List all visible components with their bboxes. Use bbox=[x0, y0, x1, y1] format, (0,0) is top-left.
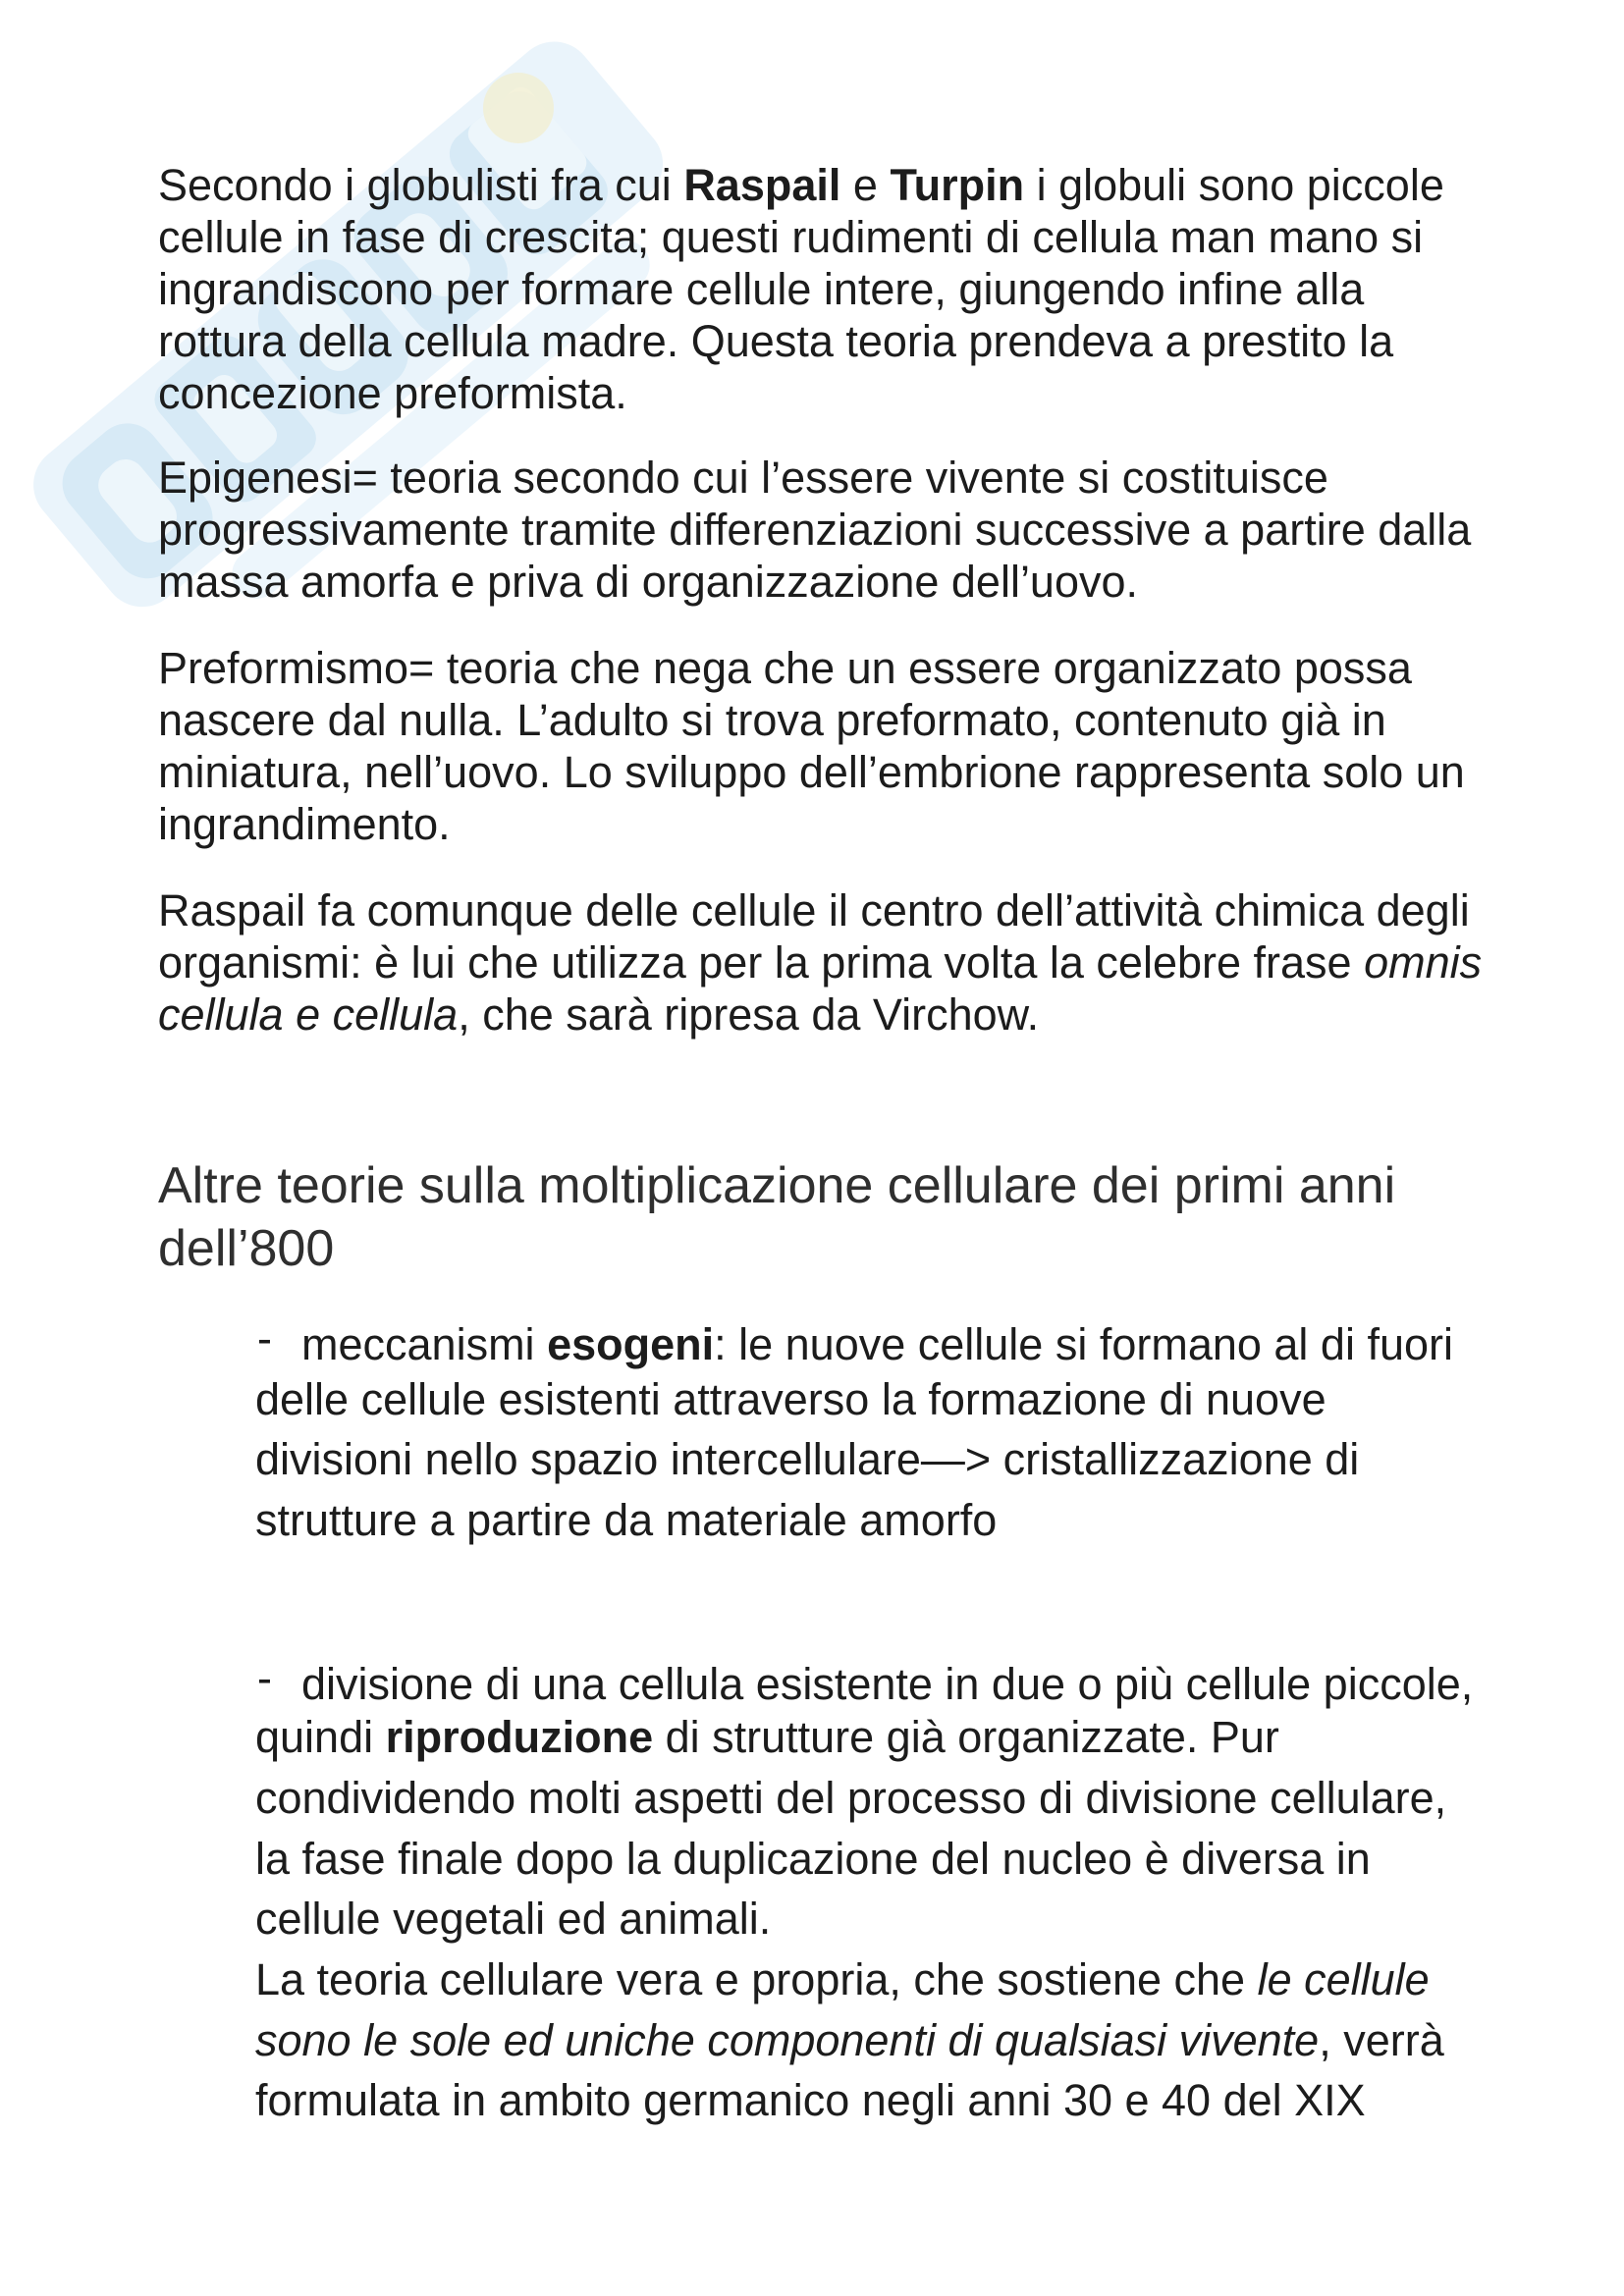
globulisti-line-3: ingrandiscono per formare cellule intere, giungendo infine alla bbox=[158, 264, 1365, 314]
raspail-line-1: Raspail fa comunque delle cellule il centro dell’attività chimica degli bbox=[158, 885, 1470, 935]
bold-term-esogeni: esogeni bbox=[547, 1319, 715, 1369]
text-run: : le nuove cellule si formano al di fuori bbox=[714, 1319, 1454, 1369]
list-1-line-4: strutture a partire da materiale amorfo bbox=[255, 1495, 998, 1545]
list-1-line-2: delle cellule esistenti attraverso la formazione di nuove bbox=[255, 1374, 1326, 1424]
list-2-line-5: cellule vegetali ed animali. bbox=[255, 1894, 772, 1944]
list-2-line-4: la fase finale dopo la duplicazione del nucleo è diversa in bbox=[255, 1834, 1371, 1884]
globulisti-line-5: concezione preformista. bbox=[158, 368, 627, 418]
list-bullet: - bbox=[257, 1653, 272, 1703]
preformismo-line-2: nascere dal nulla. L’adulto si trova preformato, contenuto già in bbox=[158, 695, 1386, 745]
globulisti-line-4: rottura della cellula madre. Questa teoria prendeva a prestito la bbox=[158, 316, 1394, 366]
raspail-line-2 bbox=[158, 936, 1482, 988]
bold-term-raspail: Raspail bbox=[683, 160, 841, 210]
preformismo-line-1: Preformismo= teoria che nega che un essere organizzato possa bbox=[158, 643, 1412, 693]
text-run: La teoria cellulare vera e propria, che sostiene che bbox=[255, 1954, 1258, 2004]
list-bullet: - bbox=[257, 1313, 272, 1363]
text-run: , verrà bbox=[1319, 2015, 1444, 2065]
list-2-line-8: formulata in ambito germanico negli anni 30 e 40 del XIX bbox=[255, 2075, 1366, 2125]
preformismo-line-4: ingrandimento. bbox=[158, 799, 451, 849]
epigenesi-line-3: massa amorfa e priva di organizzazione dell’uovo. bbox=[158, 557, 1139, 607]
heading-line-2: dell’800 bbox=[158, 1220, 335, 1277]
globulisti-line-1 bbox=[158, 159, 1444, 211]
list-2-line-3: condividendo molti aspetti del processo di divisione cellulare, bbox=[255, 1773, 1447, 1823]
text-run: i globuli sono piccole bbox=[1024, 160, 1444, 210]
text-run: e bbox=[840, 160, 891, 210]
epigenesi-line-1: Epigenesi= teoria secondo cui l’essere vivente si costituisce bbox=[158, 453, 1328, 503]
text-run: Secondo i globulisti fra cui bbox=[158, 160, 684, 210]
text-run: di strutture già organizzate. Pur bbox=[653, 1712, 1279, 1762]
italic-phrase-omnis: omnis bbox=[1364, 937, 1483, 988]
list-2-line-1: divisione di una cellula esistente in due o più cellule piccole, bbox=[301, 1659, 1474, 1709]
epigenesi-line-2: progressivamente tramite differenziazioni successive a partire dalla bbox=[158, 505, 1472, 555]
italic-phrase-le-cellule: le cellule bbox=[1257, 1954, 1430, 2004]
list-2-line-2 bbox=[255, 1711, 1279, 1763]
italic-phrase-cellula: cellula e cellula bbox=[158, 989, 459, 1040]
raspail-line-3 bbox=[158, 988, 1039, 1041]
list-1-line-3: divisioni nello spazio intercellulare—> cristallizzazione di bbox=[255, 1434, 1360, 1484]
heading-line-1: Altre teorie sulla moltiplicazione cellulare dei primi anni bbox=[158, 1157, 1396, 1214]
text-run: quindi bbox=[255, 1712, 386, 1762]
list-2-line-6 bbox=[255, 1953, 1430, 2005]
preformismo-line-3: miniatura, nell’uovo. Lo sviluppo dell’embrione rappresenta solo un bbox=[158, 747, 1465, 797]
text-run: organismi: è lui che utilizza per la prima volta la celebre frase bbox=[158, 937, 1365, 988]
italic-phrase-componenti: sono le sole ed uniche componenti di qualsiasi vivente bbox=[255, 2015, 1320, 2065]
list-1-line-1 bbox=[301, 1318, 1453, 1370]
text-run: , che sarà ripresa da Virchow. bbox=[458, 989, 1040, 1040]
globulisti-line-2: cellule in fase di crescita; questi rudimenti di cellula man mano si bbox=[158, 212, 1424, 262]
bold-term-riproduzione: riproduzione bbox=[385, 1712, 654, 1762]
bold-term-turpin: Turpin bbox=[890, 160, 1025, 210]
list-2-line-7 bbox=[255, 2014, 1444, 2066]
text-run: meccanismi bbox=[301, 1319, 548, 1369]
